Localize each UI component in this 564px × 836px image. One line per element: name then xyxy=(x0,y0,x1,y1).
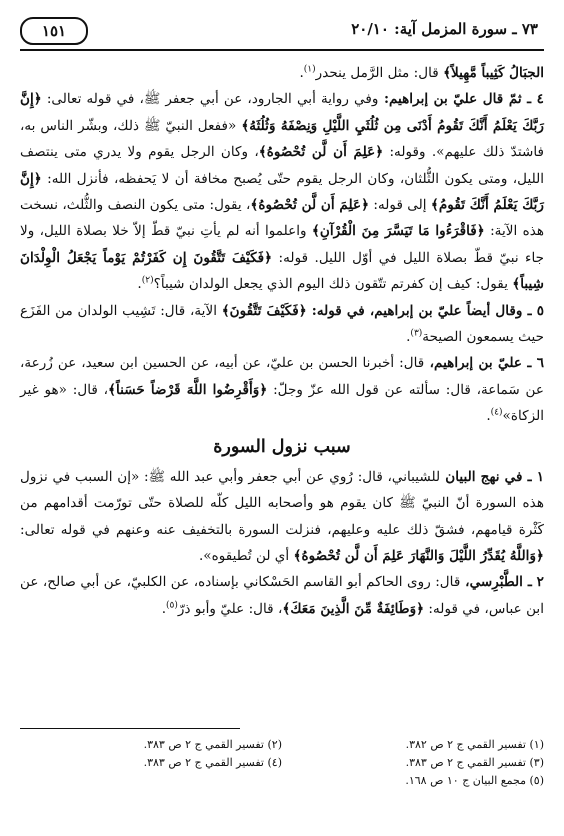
text-run: وفي رواية أبي الجارود، عن أبي جعفر ﷺ، في قوله تعالى: xyxy=(41,91,379,108)
quran-verse: الجبَالُ كَثِيباً مَّهِيلاً﴾ xyxy=(443,65,544,81)
text-run: الآية، قال: تَشِيب الولدان من الفَزَع حيث يسمعون الصيحة xyxy=(20,302,544,346)
header-rule xyxy=(20,49,544,51)
text-run: إلى قوله: xyxy=(369,197,431,214)
header-title: ٧٣ ـ سورة المزمل آية: ٢٠/١٠ xyxy=(351,20,538,38)
footnote xyxy=(282,754,544,772)
quran-verse: ﴿إِنَّ رَبَّكَ يَعْلَمُ أَنَّكَ تَقُومُ﴾ xyxy=(20,170,544,214)
text-run: ، يقول: متى يكون النصف والثُّلث، نسخت هذه الآية: xyxy=(20,197,544,240)
main-text xyxy=(20,60,544,622)
source-heading: ١ ـ في نهج البيان xyxy=(440,468,545,485)
footnote-number: (٥) xyxy=(525,774,544,787)
quran-verse: ﴿وَطَائِفَةٌ مِّنَ الَّذِينَ مَعَكَ﴾ xyxy=(282,600,425,617)
footnotes xyxy=(20,736,544,790)
text-run: ، قال: «هو غير الزكاة» xyxy=(20,381,544,425)
text-run: ، وكان الرجل يقوم ولا يدري متى ينتصف الليل، ومتى يكون الثُّلثان، وكان الرجل يقوم حتّى يُصبح مخافة أن لا يَحفظه، فأنزل الله: xyxy=(20,144,544,187)
paragraph xyxy=(20,569,544,622)
section-title: سبب نزول السورة xyxy=(213,436,351,457)
quran-verse: ﴿فَكَيْفَ تَتَّقُونَ﴾ xyxy=(221,302,307,319)
footnote xyxy=(20,754,282,772)
footnote-text: تفسير القمي ج ٢ ص ٣٨٣. xyxy=(143,738,264,751)
quran-verse: ﴿فَاقْرَءُوا مَا تَيَسَّرَ مِنَ الْقُرْآنِ﴾ xyxy=(311,223,485,240)
footnote-text: تفسير القمي ج ٢ ص ٣٨٣. xyxy=(405,756,526,769)
paragraph xyxy=(20,464,544,570)
footnote-ref: (٢) xyxy=(141,275,154,286)
text-run: أي لن تُطيقوه». xyxy=(198,547,294,564)
quran-verse: ﴿عَلِمَ أَن لَّن تُحْصُوهُ﴾ xyxy=(258,144,384,161)
text-run: . xyxy=(299,65,304,81)
text-run: قال: أخبرنا الحسن بن عليّ، عن أبيه، عن الحسين ابن سعيد، عن زُرعة، عن سَماعة، قال: سألته عن قول الله عزّ وجلّ: xyxy=(20,355,544,398)
footnote-row xyxy=(20,736,544,754)
footnote xyxy=(20,736,282,754)
footnote-rule xyxy=(20,728,240,729)
footnote-ref: (٣) xyxy=(410,328,423,339)
commentary-block xyxy=(20,60,544,430)
text-run: قال: مثل الرَّمل ينحدر xyxy=(315,65,444,81)
source-heading: ٥ ـ وقال أيضاً عليّ بن إبراهيم، في قوله: xyxy=(306,302,545,319)
source-heading: ٤ ـ ثمّ قال عليّ بن إبراهيم: xyxy=(378,91,544,108)
text-run: . xyxy=(486,408,491,425)
quran-verse: ﴿عَلِمَ أَن لَّن تُحْصُوهُ﴾ xyxy=(250,197,370,214)
footnote-row xyxy=(20,754,544,772)
revelation-block xyxy=(20,464,544,622)
source-heading: ٦ ـ عليّ بن إبراهيم، xyxy=(424,355,545,372)
text-run: واعلموا أنه لم يأتِ نبيّ قطّ إلاّ خلا بصلاة الليل، ولا جاء نبيّ قطّ بصلاة الليل في أوّل الليل. قوله: xyxy=(20,223,544,266)
footnote-ref: (٥) xyxy=(166,600,178,611)
footnote xyxy=(282,736,544,754)
footnote-number: (١) xyxy=(525,738,544,751)
text-run: «ففعل النبيّ ﷺ ذلك، وبشّر الناس به، فاشتدّ ذلك عليهم». وقوله: xyxy=(20,117,545,161)
text-run: ، قال: عليّ وأبو ذرّ xyxy=(177,600,283,617)
quran-verse: ﴿وَأَقْرِضُوا اللَّهَ قَرْضاً حَسَناً﴾ xyxy=(108,381,268,398)
footnote xyxy=(282,772,544,790)
footnote-number: (٤) xyxy=(263,756,282,769)
quran-verse: ﴿وَاللَّهُ يُقَدِّرُ اللَّيْلَ وَالنَّهَارَ عَلِمَ أَن لَّن تُحْصُوهُ﴾ xyxy=(293,547,544,564)
footnote-number: (٣) xyxy=(525,756,544,769)
text-run: . xyxy=(406,329,411,346)
footnote-text: مجمع البيان ج ١٠ ص ١٦٨. xyxy=(405,774,526,787)
page-number-badge: ١٥١ xyxy=(20,17,88,45)
source-heading: ٢ ـ الطَّبْرِسي، xyxy=(460,574,544,591)
footnote-number: (٢) xyxy=(263,738,282,751)
paragraph xyxy=(20,298,544,351)
paragraph xyxy=(20,60,544,86)
footnote-ref: (١) xyxy=(303,64,316,75)
paragraph xyxy=(20,86,544,297)
footnote-row xyxy=(20,772,544,790)
quran-verse: ﴿إِنَّ رَبَّكَ يَعْلَمُ أَنَّكَ تَقُومُ أَدْنَى مِن ثُلُثَيِ اللَّيْلِ وَنِصْفَهُ وَثُلُثَهُ﴾ xyxy=(20,91,544,134)
text-run: يقول: كيف إن كفرتم تتّقون ذلك اليوم الذي يجعل الولدان شيباً؟ xyxy=(153,276,513,293)
page xyxy=(20,16,544,822)
paragraph xyxy=(20,350,544,429)
text-run: . xyxy=(137,276,142,293)
quran-verse: ﴿فَكَيْفَ تَتَّقُونَ إِن كَفَرْتُمْ يَوْماً يَجْعَلُ الْوِلْدَانَ شِيباً﴾ xyxy=(20,249,544,293)
text-run: . xyxy=(161,600,167,617)
footnote-ref: (٤) xyxy=(490,407,503,418)
text-run: للشيباني، قال: رُوي عن أبي جعفر وأبي عبد الله ﷺ: «إن السبب في نزول هذه السورة أنّ النبيّ ﷺ كان يقوم هو وأصحابه الليل كلّه للصلاة حتّى تورّمت أقدامهم من كَثْرة قيامهم، فشقّ ذلك عليه وعليهم، فنزلت السورة بالتخفيف عنه وعنهم في قوله تعالى: xyxy=(20,468,544,538)
footnote-text: تفسير القمي ج ٢ ص ٣٨٢. xyxy=(405,738,526,751)
text-run: قال: روى الحاكم أبو القاسم الحَسْكاني بإسناده، عن الكلبيّ، عن أبي صالح، عن ابن عباس، في قوله: xyxy=(20,574,544,617)
running-header xyxy=(20,16,544,44)
footnote-text: تفسير القمي ج ٢ ص ٣٨٣. xyxy=(143,756,264,769)
